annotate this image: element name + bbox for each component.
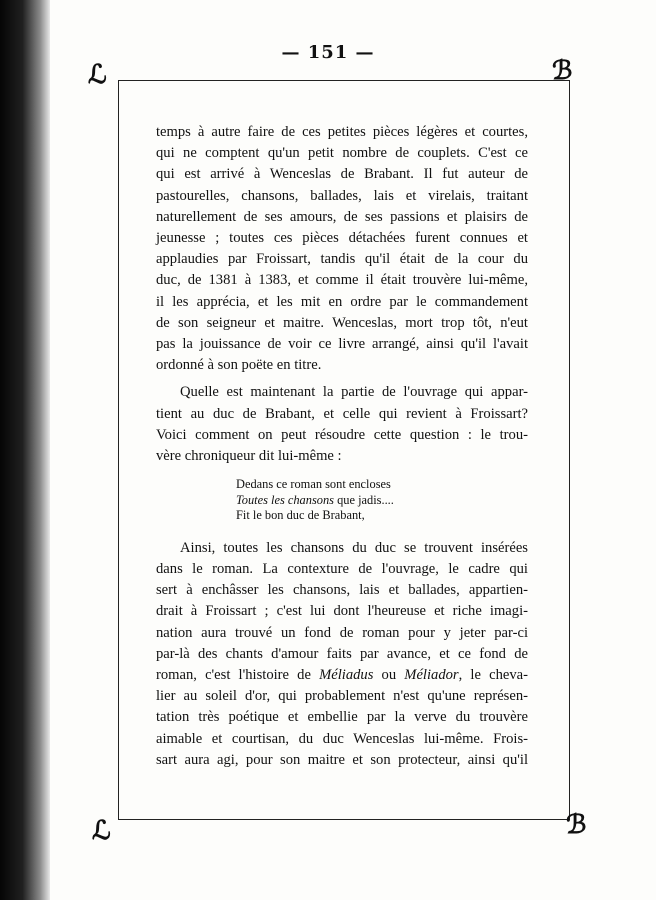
text-line: applaudies par Froissart, tandis qu'il était de la cour du: [156, 251, 528, 268]
paragraph-3: [156, 538, 528, 771]
text-line: de son seigneur et maitre. Wenceslas, mort trop tôt, n'eut: [156, 314, 528, 331]
text-line: duc, de 1381 à 1383, et comme il était trouvère lui-même,: [156, 272, 528, 289]
text-line: aimable et courtisan, du duc Wenceslas lui-même. Frois-: [156, 730, 528, 747]
paragraph-2: [156, 382, 528, 467]
text-span: ou: [373, 666, 405, 683]
verse-line-1: Dedans ce roman sont encloses: [236, 477, 391, 492]
binding-shadow: [0, 0, 50, 900]
text-line: drait à Froissart ; c'est lui dont l'heureuse et riche imagi-: [156, 603, 528, 620]
corner-ornament-top-right: ℬ: [552, 56, 573, 86]
body-text: [156, 122, 528, 771]
text-line: tient au duc de Brabant, et celle qui revient à Froissart?: [156, 405, 528, 422]
text-line: Ainsi, toutes les chansons du duc se trouvent insérées: [180, 539, 528, 556]
text-line: vère chroniqueur dit lui-même :: [156, 448, 342, 465]
corner-ornament-top-left: ℒ: [88, 60, 107, 90]
text-line: sert à enchâsser les chansons, lais et ballades, appartien-: [156, 582, 528, 599]
italic-title-meliador: Méliador: [404, 666, 459, 683]
page-number: — 151 —: [281, 42, 375, 63]
text-line: qui est arrivé à Wenceslas de Brabant. Il fut auteur de: [156, 166, 528, 183]
text-line: pastourelles, chansons, ballades, lais et virelais, traitant: [156, 187, 528, 204]
text-line: tation très poétique et embellie par la verve du trouvère: [156, 709, 528, 726]
text-span: roman, c'est l'histoire de: [156, 666, 320, 683]
text-line: [156, 665, 528, 686]
italic-title-meliadus: Méliadus: [319, 666, 374, 683]
corner-ornament-bottom-left: ℒ: [92, 816, 111, 846]
text-line: naturellement de ses amours, de ses passions et plaisirs de: [156, 208, 528, 225]
verse-line-2: [236, 493, 528, 509]
text-line: Voici comment on peut résoudre cette question : le trou-: [156, 426, 528, 443]
text-span: , le cheva-: [458, 666, 528, 683]
text-line: il les apprécia, et les mit en ordre par le commandement: [156, 293, 528, 310]
verse-italic: Toutes les chansons: [236, 492, 334, 507]
text-line: pas la jouissance de voir ce livre arrangé, ainsi qu'il l'avait: [156, 336, 528, 353]
text-line: lier au soleil d'or, qui probablement n'est qu'une représen-: [156, 688, 528, 705]
text-line: par-là des chants d'amour faits par avance, et ce fond de: [156, 645, 528, 662]
corner-ornament-bottom-right: ℬ: [566, 810, 587, 840]
paragraph-1: [156, 122, 528, 376]
text-line: sart aura agi, pour son maitre et son protecteur, ainsi qu'il: [156, 751, 528, 768]
text-line: qui ne comptent qu'un petit nombre de couplets. C'est ce: [156, 145, 528, 162]
text-line: dans le roman. La contexture de l'ouvrage, le cadre qui: [156, 560, 528, 577]
text-line: nation aura trouvé un fond de roman pour y jeter par-ci: [156, 624, 528, 641]
verse-rest: que jadis....: [334, 492, 394, 507]
text-line: ordonné à son poëte en titre.: [156, 357, 322, 374]
text-line: temps à autre faire de ces petites pièces légères et courtes,: [156, 124, 528, 140]
text-line: Quelle est maintenant la partie de l'ouvrage qui appar-: [180, 384, 528, 401]
text-line: jeunesse ; toutes ces pièces détachées furent connues et: [156, 230, 528, 247]
verse-line-3: Fit le bon duc de Brabant,: [236, 508, 365, 523]
verse-quote: [236, 477, 528, 524]
